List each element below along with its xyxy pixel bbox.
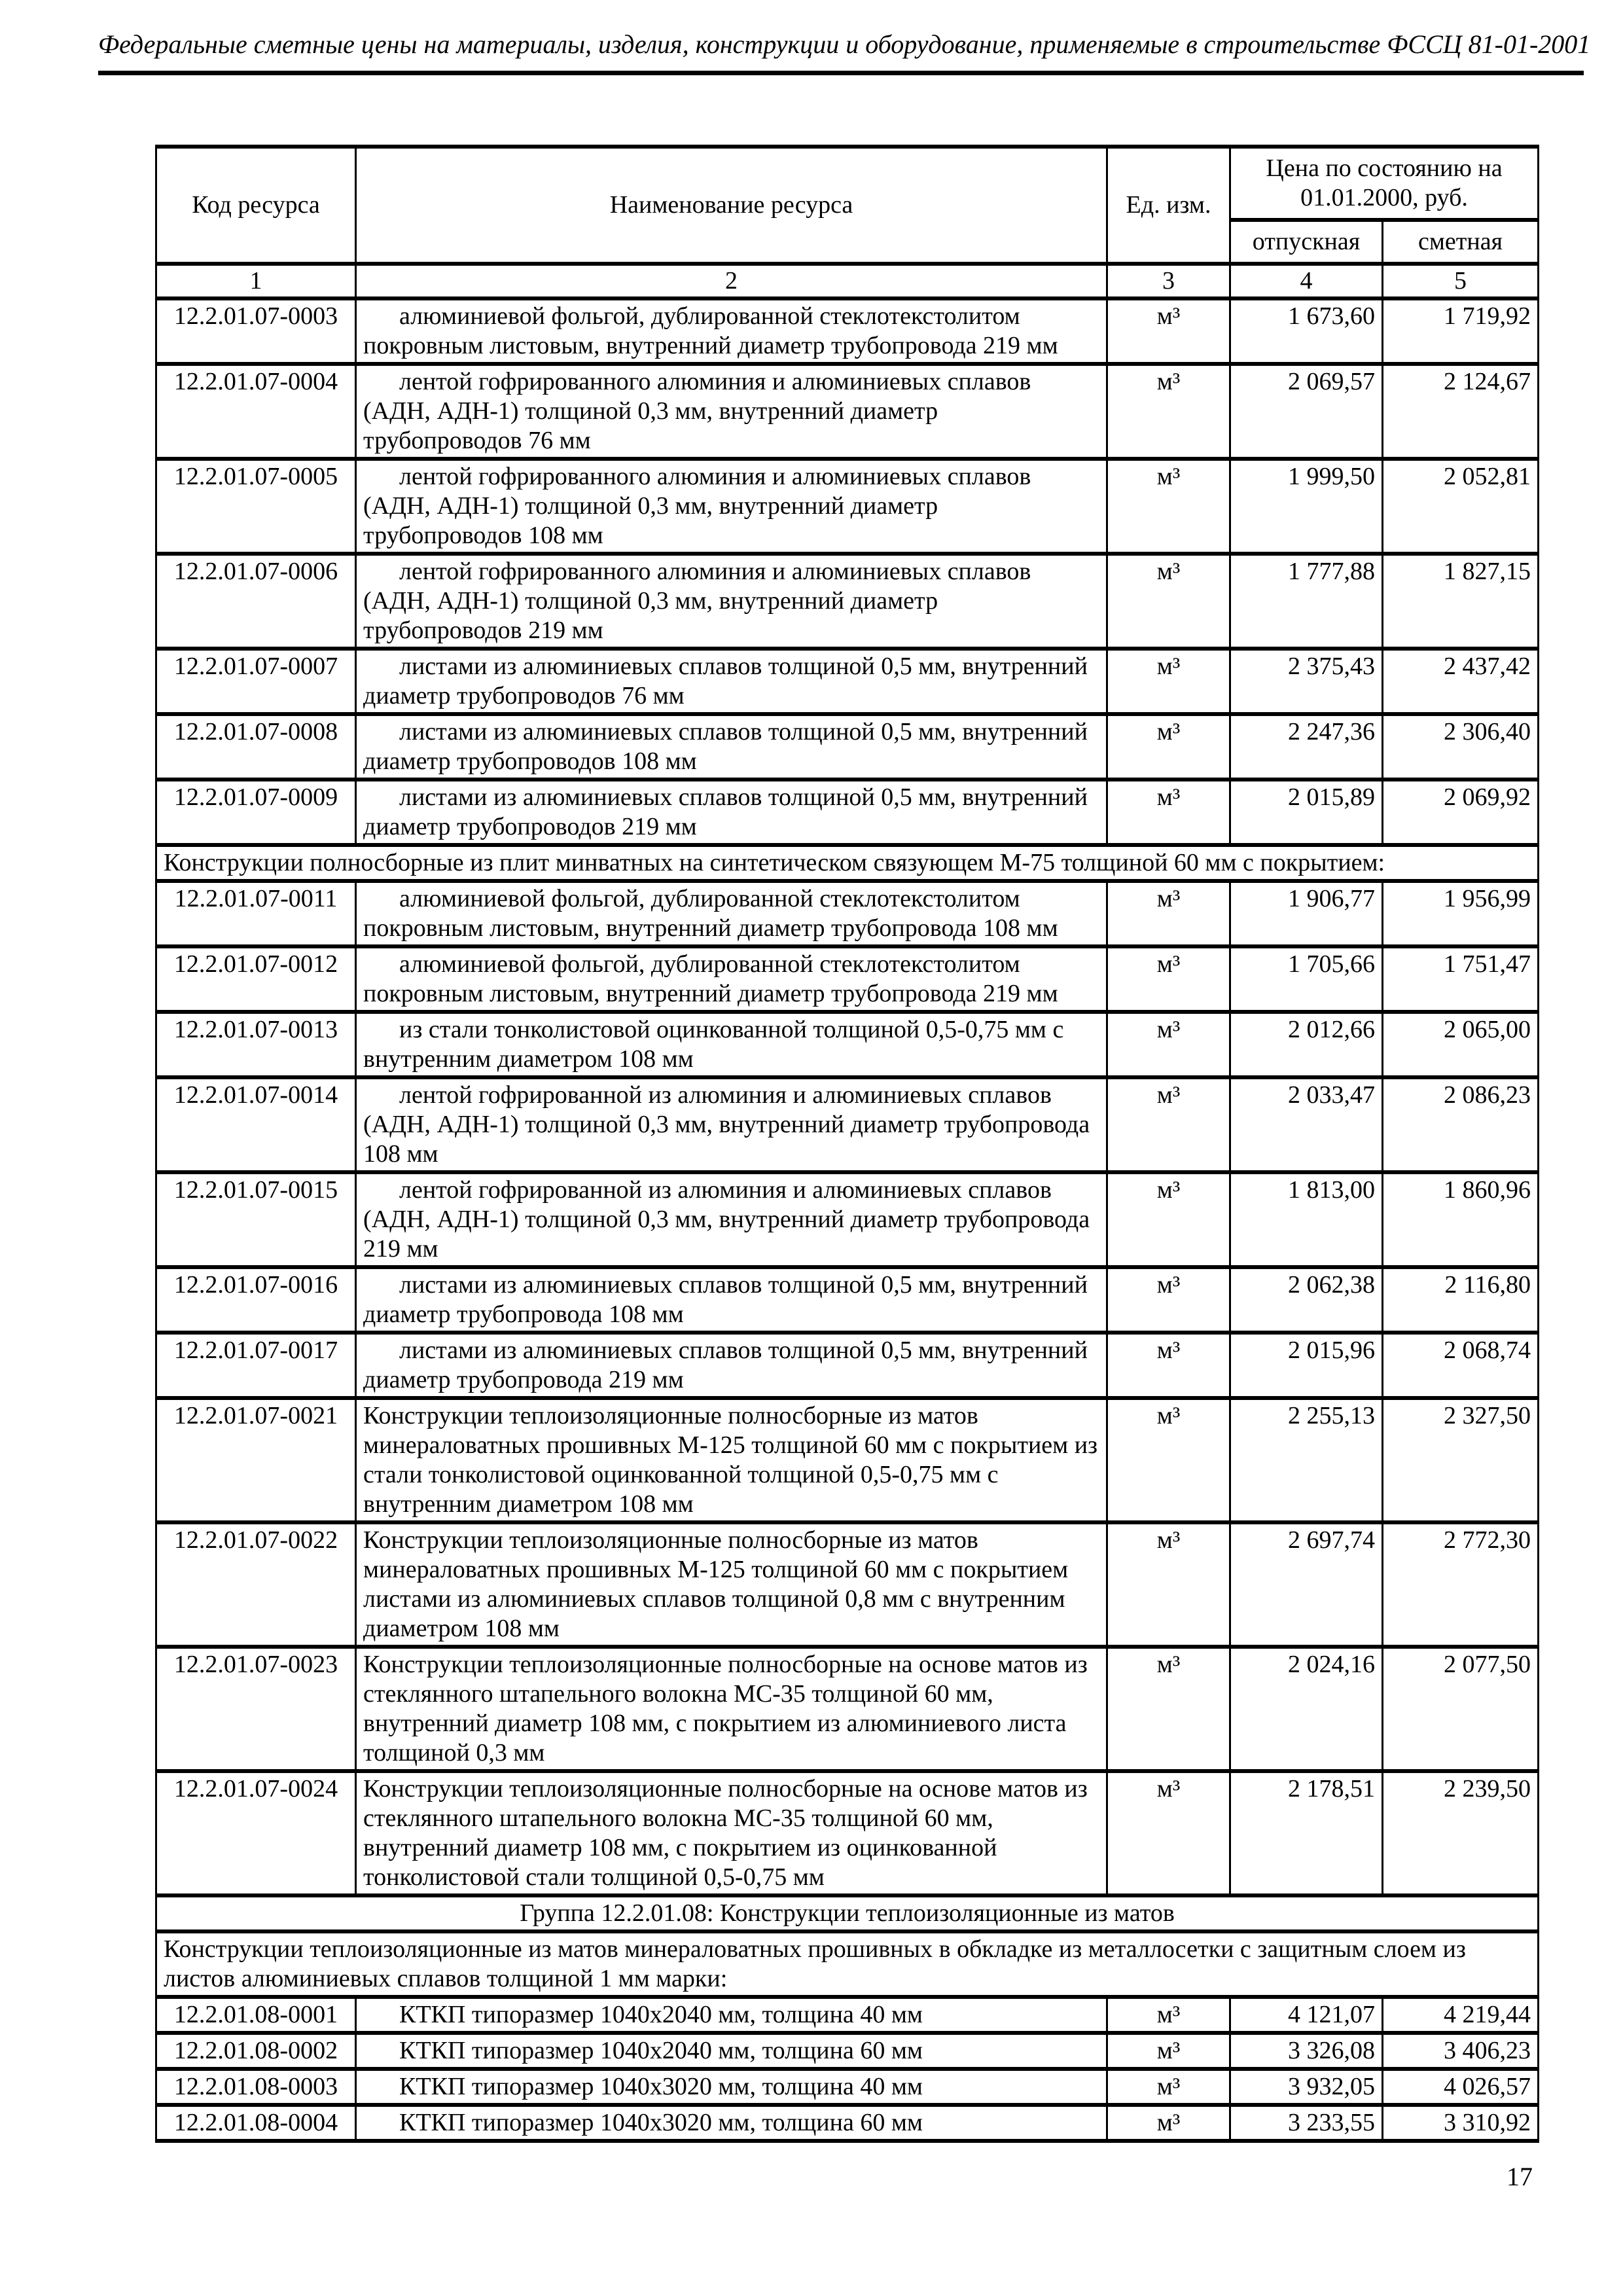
unit-cell: м³ bbox=[1107, 946, 1230, 1012]
unit-cell: м³ bbox=[1107, 459, 1230, 554]
table-row bbox=[156, 714, 1539, 780]
resource-code-cell: 12.2.01.07-0005 bbox=[156, 459, 356, 554]
price-estimate-cell: 2 306,40 bbox=[1383, 714, 1539, 780]
column-number: 2 bbox=[356, 264, 1107, 298]
table-row bbox=[156, 2105, 1539, 2141]
price-release-cell: 1 777,88 bbox=[1230, 554, 1383, 649]
resource-name-cell: лентой гофрированной из алюминия и алюминиевых сплавов (АДН, АДН-1) толщиной 0,3 мм, внутренний диаметр трубопровода 219 мм bbox=[356, 1172, 1107, 1267]
section-note-row bbox=[156, 845, 1539, 881]
price-estimate-cell: 1 827,15 bbox=[1383, 554, 1539, 649]
resource-name-cell: алюминиевой фольгой, дублированной стеклотекстолитом покровным листовым, внутренний диаметр трубопровода 219 мм bbox=[356, 946, 1107, 1012]
price-estimate-cell: 2 086,23 bbox=[1383, 1077, 1539, 1172]
column-number: 3 bbox=[1107, 264, 1230, 298]
price-estimate-cell: 2 772,30 bbox=[1383, 1522, 1539, 1647]
resource-code-cell: 12.2.01.07-0009 bbox=[156, 780, 356, 845]
table-row bbox=[156, 1522, 1539, 1647]
resource-code-cell: 12.2.01.07-0021 bbox=[156, 1398, 356, 1522]
resource-name-cell: листами из алюминиевых сплавов толщиной 0,5 мм, внутренний диаметр трубопровода 219 мм bbox=[356, 1333, 1107, 1398]
resource-name-cell: Конструкции теплоизоляционные полносборные на основе матов из стеклянного штапельного волокна МС-35 толщиной 60 мм, внутренний диаметр 108 мм, с покрытием из алюминиевого листа толщиной 0,3 мм bbox=[356, 1647, 1107, 1771]
price-release-cell: 2 247,36 bbox=[1230, 714, 1383, 780]
price-release-cell: 3 326,08 bbox=[1230, 2033, 1383, 2069]
price-estimate-cell: 2 116,80 bbox=[1383, 1267, 1539, 1333]
resource-code-cell: 12.2.01.08-0001 bbox=[156, 1997, 356, 2033]
price-release-cell: 2 024,16 bbox=[1230, 1647, 1383, 1771]
price-estimate-cell: 2 077,50 bbox=[1383, 1647, 1539, 1771]
price-table-body bbox=[156, 298, 1539, 2141]
price-estimate-cell: 2 065,00 bbox=[1383, 1012, 1539, 1077]
price-estimate-cell: 2 239,50 bbox=[1383, 1771, 1539, 1895]
price-release-cell: 1 999,50 bbox=[1230, 459, 1383, 554]
price-release-cell: 3 932,05 bbox=[1230, 2069, 1383, 2105]
column-header-code: Код ресурса bbox=[156, 147, 356, 264]
price-release-cell: 2 015,96 bbox=[1230, 1333, 1383, 1398]
section-note-row bbox=[156, 1931, 1539, 1997]
resource-code-cell: 12.2.01.07-0016 bbox=[156, 1267, 356, 1333]
header-row bbox=[156, 147, 1539, 220]
resource-code-cell: 12.2.01.07-0013 bbox=[156, 1012, 356, 1077]
price-estimate-cell: 1 860,96 bbox=[1383, 1172, 1539, 1267]
page-number: 17 bbox=[1507, 2162, 1533, 2191]
resource-code-cell: 12.2.01.07-0008 bbox=[156, 714, 356, 780]
table-row bbox=[156, 881, 1539, 946]
unit-cell: м³ bbox=[1107, 649, 1230, 714]
price-release-cell: 2 033,47 bbox=[1230, 1077, 1383, 1172]
price-estimate-cell: 2 052,81 bbox=[1383, 459, 1539, 554]
price-release-cell: 1 705,66 bbox=[1230, 946, 1383, 1012]
resource-code-cell: 12.2.01.07-0015 bbox=[156, 1172, 356, 1267]
table-row bbox=[156, 1267, 1539, 1333]
price-release-cell: 2 062,38 bbox=[1230, 1267, 1383, 1333]
resource-name-cell: алюминиевой фольгой, дублированной стеклотекстолитом покровным листовым, внутренний диаметр трубопровода 108 мм bbox=[356, 881, 1107, 946]
unit-cell: м³ bbox=[1107, 364, 1230, 459]
price-release-cell: 2 255,13 bbox=[1230, 1398, 1383, 1522]
group-header-cell: Группа 12.2.01.08: Конструкции теплоизоляционные из матов bbox=[156, 1895, 1539, 1931]
group-header-row bbox=[156, 1895, 1539, 1931]
resource-code-cell: 12.2.01.07-0022 bbox=[156, 1522, 356, 1647]
price-estimate-cell: 1 956,99 bbox=[1383, 881, 1539, 946]
price-release-cell: 2 015,89 bbox=[1230, 780, 1383, 845]
resource-code-cell: 12.2.01.07-0017 bbox=[156, 1333, 356, 1398]
table-row bbox=[156, 459, 1539, 554]
table-row bbox=[156, 1172, 1539, 1267]
column-header-price-release: отпускная bbox=[1230, 220, 1383, 264]
price-table bbox=[155, 145, 1539, 2143]
price-release-cell: 1 813,00 bbox=[1230, 1172, 1383, 1267]
unit-cell: м³ bbox=[1107, 1077, 1230, 1172]
price-release-cell: 2 375,43 bbox=[1230, 649, 1383, 714]
price-estimate-cell: 2 124,67 bbox=[1383, 364, 1539, 459]
column-number: 4 bbox=[1230, 264, 1383, 298]
table-row bbox=[156, 1647, 1539, 1771]
unit-cell: м³ bbox=[1107, 1647, 1230, 1771]
table-row bbox=[156, 2069, 1539, 2105]
section-note-cell: Конструкции полносборные из плит минватных на синтетическом связующем М-75 толщиной 60 мм с покрытием: bbox=[156, 845, 1539, 881]
price-estimate-cell: 2 437,42 bbox=[1383, 649, 1539, 714]
table-row bbox=[156, 1012, 1539, 1077]
price-release-cell: 2 012,66 bbox=[1230, 1012, 1383, 1077]
price-estimate-cell: 3 406,23 bbox=[1383, 2033, 1539, 2069]
resource-code-cell: 12.2.01.07-0023 bbox=[156, 1647, 356, 1771]
resource-code-cell: 12.2.01.07-0011 bbox=[156, 881, 356, 946]
unit-cell: м³ bbox=[1107, 554, 1230, 649]
unit-cell: м³ bbox=[1107, 298, 1230, 364]
column-header-unit: Ед. изм. bbox=[1107, 147, 1230, 264]
table-row bbox=[156, 1077, 1539, 1172]
resource-code-cell: 12.2.01.07-0012 bbox=[156, 946, 356, 1012]
resource-code-cell: 12.2.01.07-0014 bbox=[156, 1077, 356, 1172]
table-row bbox=[156, 1333, 1539, 1398]
column-header-price-estimate: сметная bbox=[1383, 220, 1539, 264]
price-estimate-cell: 2 327,50 bbox=[1383, 1398, 1539, 1522]
price-release-cell: 2 069,57 bbox=[1230, 364, 1383, 459]
column-header-name: Наименование ресурса bbox=[356, 147, 1107, 264]
header-rule bbox=[98, 71, 1584, 75]
resource-name-cell: КТКП типоразмер 1040х2040 мм, толщина 40 мм bbox=[356, 1997, 1107, 2033]
unit-cell: м³ bbox=[1107, 1522, 1230, 1647]
unit-cell: м³ bbox=[1107, 1172, 1230, 1267]
unit-cell: м³ bbox=[1107, 714, 1230, 780]
price-estimate-cell: 1 751,47 bbox=[1383, 946, 1539, 1012]
unit-cell: м³ bbox=[1107, 881, 1230, 946]
resource-name-cell: лентой гофрированного алюминия и алюминиевых сплавов (АДН, АДН-1) толщиной 0,3 мм, внутренний диаметр трубопроводов 76 мм bbox=[356, 364, 1107, 459]
price-table-header bbox=[156, 147, 1539, 298]
resource-code-cell: 12.2.01.07-0006 bbox=[156, 554, 356, 649]
resource-name-cell: алюминиевой фольгой, дублированной стеклотекстолитом покровным листовым, внутренний диаметр трубопровода 219 мм bbox=[356, 298, 1107, 364]
unit-cell: м³ bbox=[1107, 1398, 1230, 1522]
price-estimate-cell: 4 219,44 bbox=[1383, 1997, 1539, 2033]
price-estimate-cell: 4 026,57 bbox=[1383, 2069, 1539, 2105]
unit-cell: м³ bbox=[1107, 2033, 1230, 2069]
resource-code-cell: 12.2.01.08-0003 bbox=[156, 2069, 356, 2105]
section-note-cell: Конструкции теплоизоляционные из матов минераловатных прошивных в обкладке из металлосетки с защитным слоем из листов алюминиевых сплавов толщиной 1 мм марки: bbox=[156, 1931, 1539, 1997]
resource-code-cell: 12.2.01.08-0004 bbox=[156, 2105, 356, 2141]
table-row bbox=[156, 554, 1539, 649]
resource-name-cell: листами из алюминиевых сплавов толщиной 0,5 мм, внутренний диаметр трубопроводов 76 мм bbox=[356, 649, 1107, 714]
column-header-price-group: Цена по состоянию на 01.01.2000, руб. bbox=[1230, 147, 1539, 220]
resource-name-cell: лентой гофрированного алюминия и алюминиевых сплавов (АДН, АДН-1) толщиной 0,3 мм, внутренний диаметр трубопроводов 219 мм bbox=[356, 554, 1107, 649]
table-row bbox=[156, 1771, 1539, 1895]
table-row bbox=[156, 946, 1539, 1012]
unit-cell: м³ bbox=[1107, 1012, 1230, 1077]
resource-name-cell: Конструкции теплоизоляционные полносборные на основе матов из стеклянного штапельного волокна МС-35 толщиной 60 мм, внутренний диаметр 108 мм, с покрытием из оцинкованной тонколистовой стали толщиной 0,5-0,75 мм bbox=[356, 1771, 1107, 1895]
resource-code-cell: 12.2.01.07-0004 bbox=[156, 364, 356, 459]
table-row bbox=[156, 2033, 1539, 2069]
resource-name-cell: Конструкции теплоизоляционные полносборные из матов минераловатных прошивных М-125 толщиной 60 мм с покрытием листами из алюминиевых сплавов толщиной 0,8 мм с внутренним диаметром 108 мм bbox=[356, 1522, 1107, 1647]
price-estimate-cell: 2 068,74 bbox=[1383, 1333, 1539, 1398]
resource-name-cell: листами из алюминиевых сплавов толщиной 0,5 мм, внутренний диаметр трубопровода 108 мм bbox=[356, 1267, 1107, 1333]
price-release-cell: 2 178,51 bbox=[1230, 1771, 1383, 1895]
price-estimate-cell: 3 310,92 bbox=[1383, 2105, 1539, 2141]
table-row bbox=[156, 364, 1539, 459]
resource-name-cell: КТКП типоразмер 1040х3020 мм, толщина 60 мм bbox=[356, 2105, 1107, 2141]
resource-name-cell: из стали тонколистовой оцинкованной толщиной 0,5-0,75 мм с внутренним диаметром 108 мм bbox=[356, 1012, 1107, 1077]
unit-cell: м³ bbox=[1107, 2105, 1230, 2141]
table-row bbox=[156, 1398, 1539, 1522]
resource-name-cell: листами из алюминиевых сплавов толщиной 0,5 мм, внутренний диаметр трубопроводов 219 мм bbox=[356, 780, 1107, 845]
resource-name-cell: лентой гофрированной из алюминия и алюминиевых сплавов (АДН, АДН-1) толщиной 0,3 мм, внутренний диаметр трубопровода 108 мм bbox=[356, 1077, 1107, 1172]
resource-code-cell: 12.2.01.07-0003 bbox=[156, 298, 356, 364]
resource-code-cell: 12.2.01.08-0002 bbox=[156, 2033, 356, 2069]
column-number: 5 bbox=[1383, 264, 1539, 298]
unit-cell: м³ bbox=[1107, 1771, 1230, 1895]
price-release-cell: 3 233,55 bbox=[1230, 2105, 1383, 2141]
resource-name-cell: лентой гофрированного алюминия и алюминиевых сплавов (АДН, АДН-1) толщиной 0,3 мм, внутренний диаметр трубопроводов 108 мм bbox=[356, 459, 1107, 554]
unit-cell: м³ bbox=[1107, 780, 1230, 845]
price-release-cell: 1 673,60 bbox=[1230, 298, 1383, 364]
resource-name-cell: листами из алюминиевых сплавов толщиной 0,5 мм, внутренний диаметр трубопроводов 108 мм bbox=[356, 714, 1107, 780]
table-row bbox=[156, 1997, 1539, 2033]
resource-code-cell: 12.2.01.07-0024 bbox=[156, 1771, 356, 1895]
resource-name-cell: КТКП типоразмер 1040х2040 мм, толщина 60 мм bbox=[356, 2033, 1107, 2069]
resource-name-cell: Конструкции теплоизоляционные полносборные из матов минераловатных прошивных М-125 толщиной 60 мм с покрытием из стали тонколистовой оцинкованной толщиной 0,5-0,75 мм с внутренним диаметром 108 мм bbox=[356, 1398, 1107, 1522]
unit-cell: м³ bbox=[1107, 1267, 1230, 1333]
price-release-cell: 2 697,74 bbox=[1230, 1522, 1383, 1647]
price-estimate-cell: 2 069,92 bbox=[1383, 780, 1539, 845]
table-row bbox=[156, 780, 1539, 845]
unit-cell: м³ bbox=[1107, 1333, 1230, 1398]
price-release-cell: 1 906,77 bbox=[1230, 881, 1383, 946]
document-header-title: Федеральные сметные цены на материалы, изделия, конструкции и оборудование, применяемые в строительстве ФССЦ 81-01-2001 bbox=[98, 29, 1591, 59]
table-row bbox=[156, 298, 1539, 364]
unit-cell: м³ bbox=[1107, 1997, 1230, 2033]
price-release-cell: 4 121,07 bbox=[1230, 1997, 1383, 2033]
column-number: 1 bbox=[156, 264, 356, 298]
price-estimate-cell: 1 719,92 bbox=[1383, 298, 1539, 364]
resource-name-cell: КТКП типоразмер 1040х3020 мм, толщина 40 мм bbox=[356, 2069, 1107, 2105]
column-numbers-row bbox=[156, 264, 1539, 298]
unit-cell: м³ bbox=[1107, 2069, 1230, 2105]
resource-code-cell: 12.2.01.07-0007 bbox=[156, 649, 356, 714]
table-row bbox=[156, 649, 1539, 714]
